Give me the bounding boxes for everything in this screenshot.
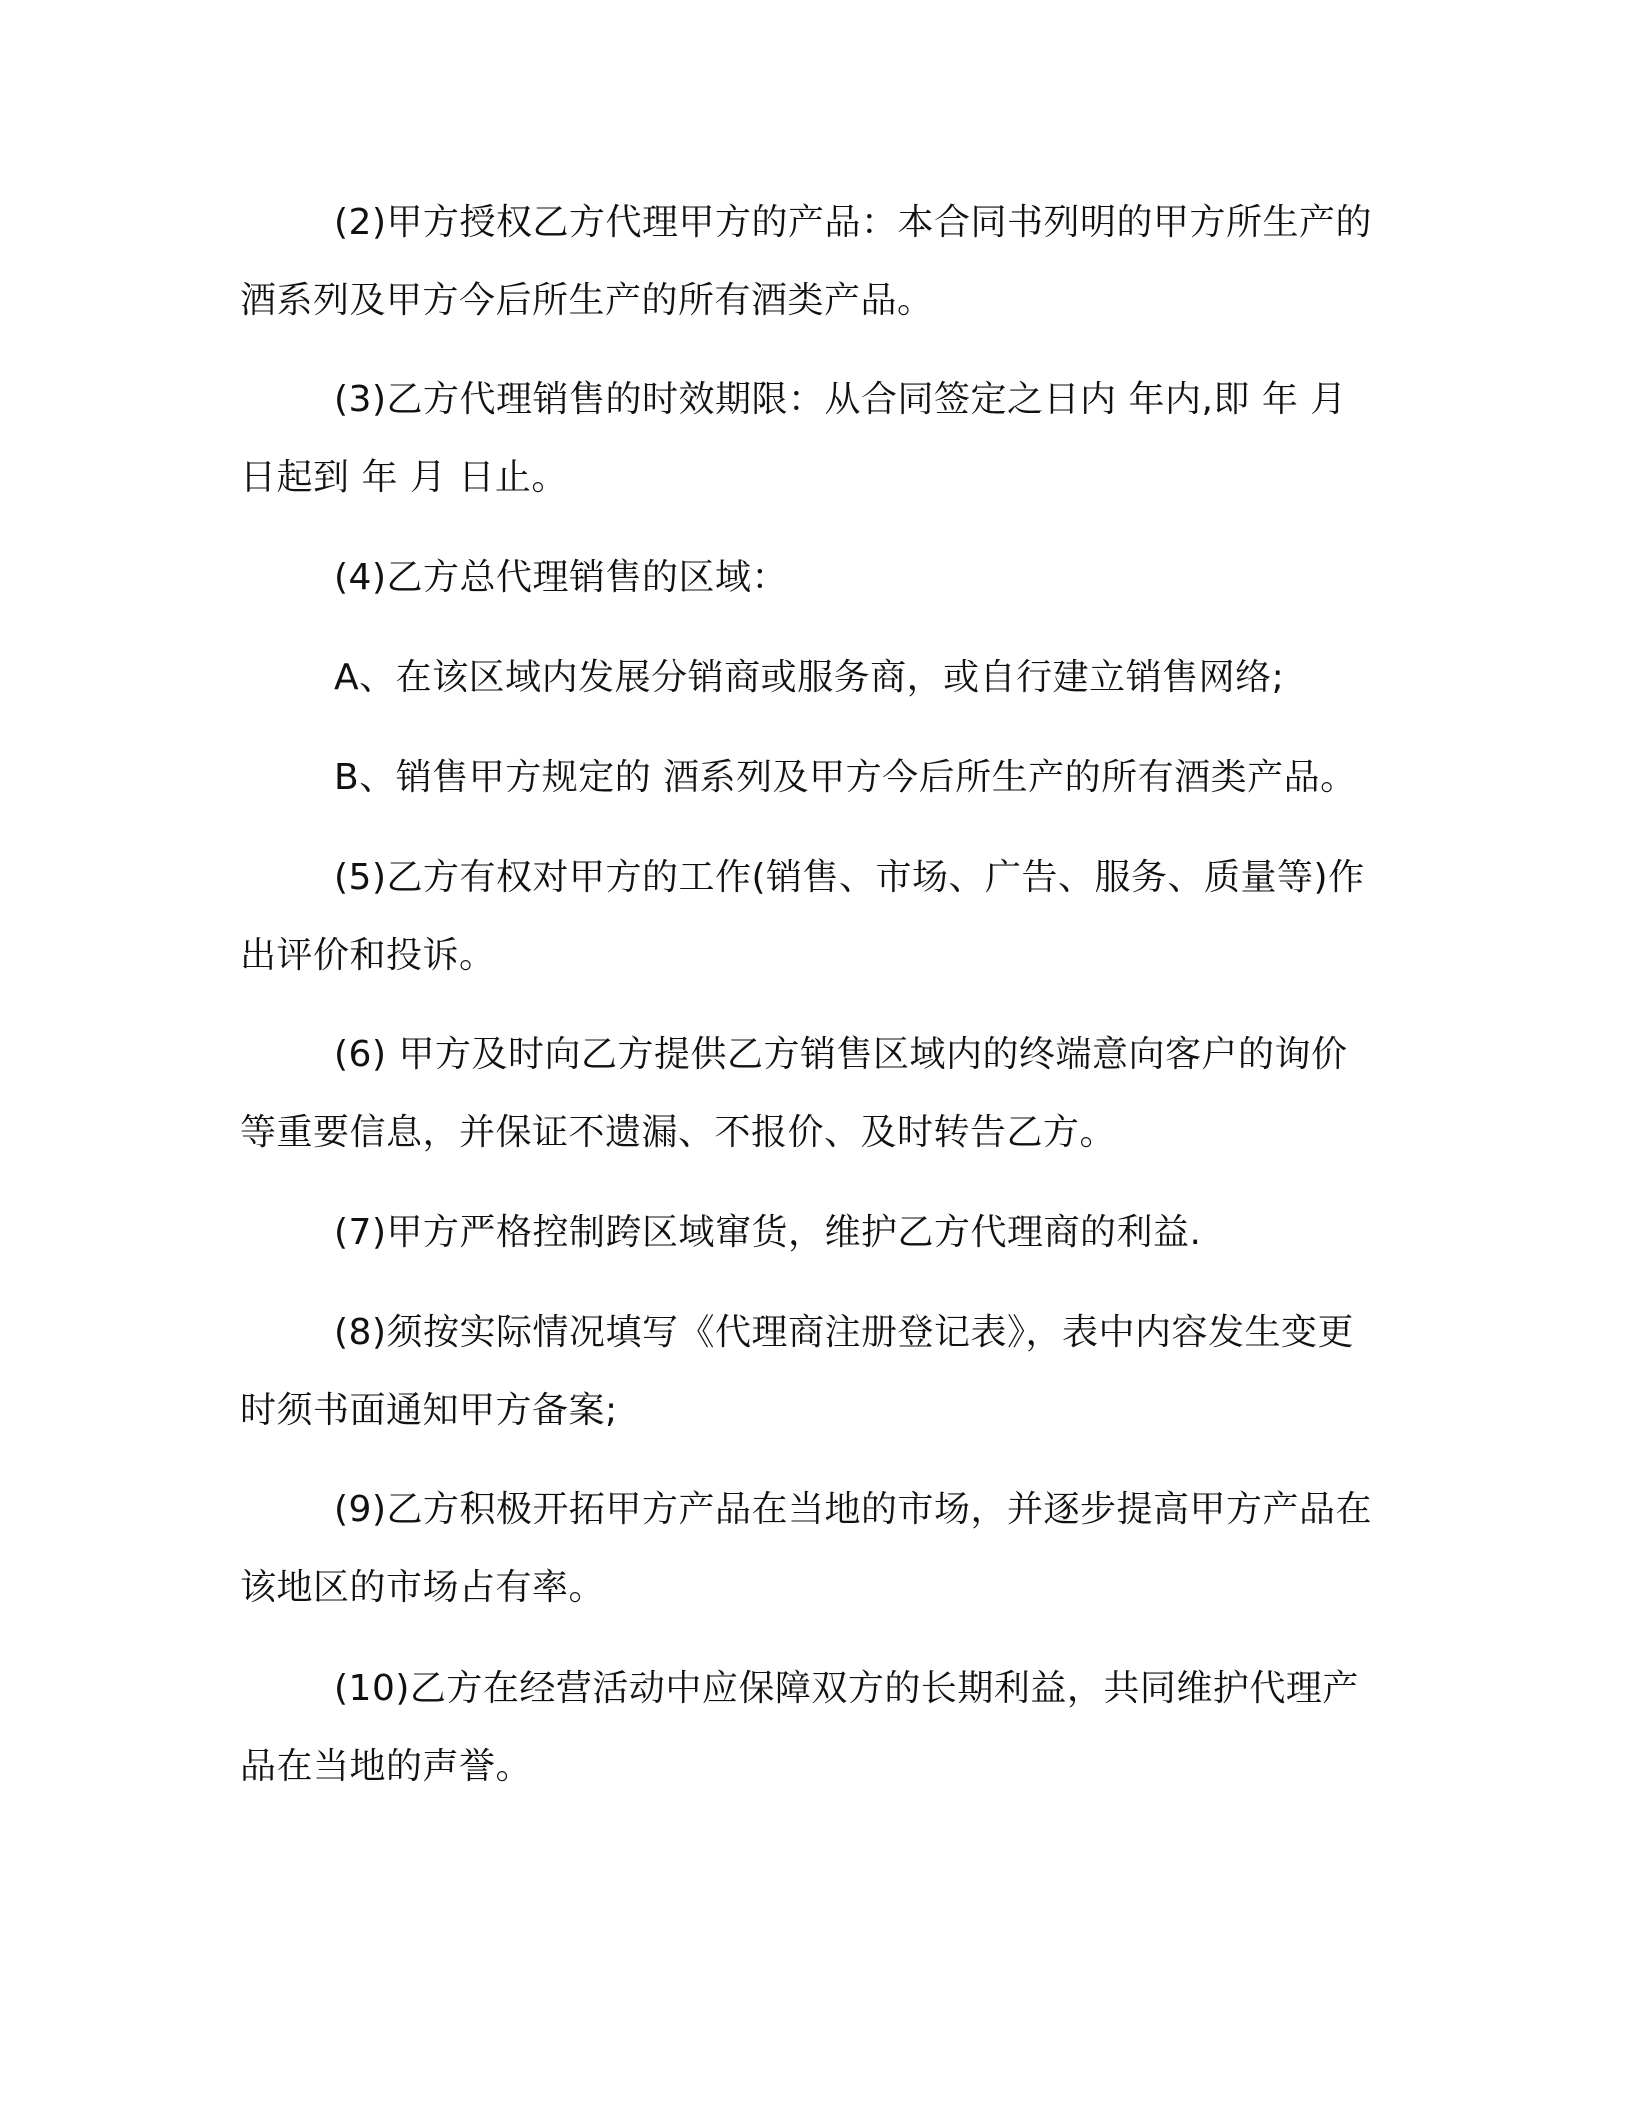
clause-3-line-1: (3)乙方代理销售的时效期限：从合同签定之日内 年内,即 年 月 <box>334 379 1347 420</box>
clause-9-line-1: (9)乙方积极开拓甲方产品在当地的市场，并逐步提高甲方产品在 <box>334 1489 1372 1530</box>
clause-6-line-1: (6) 甲方及时向乙方提供乙方销售区域内的终端意向客户的询价 <box>334 1034 1348 1075</box>
clause-3-paragraph <box>240 361 1390 517</box>
clause-8-line-2: 时须书面通知甲方备案; <box>240 1390 618 1431</box>
clause-2-line-1: (2)甲方授权乙方代理甲方的产品：本合同书列明的甲方所生产的 <box>334 202 1372 243</box>
clause-5-line-2: 出评价和投诉。 <box>240 935 496 976</box>
clause-4-line-1: (4)乙方总代理销售的区域： <box>334 557 788 598</box>
clause-2-paragraph <box>240 184 1390 340</box>
clause-10-paragraph <box>240 1650 1390 1806</box>
clause-4a-line-1: A、在该区域内发展分销商或服务商，或自行建立销售网络; <box>334 657 1285 698</box>
clause-2-line-2: 酒系列及甲方今后所生产的所有酒类产品。 <box>240 280 934 321</box>
clause-9-line-2: 该地区的市场占有率。 <box>240 1567 606 1608</box>
clause-6-line-2: 等重要信息，并保证不遗漏、不报价、及时转告乙方。 <box>240 1112 1117 1153</box>
clause-10-line-2: 品在当地的声誉。 <box>240 1746 533 1787</box>
clause-4a-paragraph <box>240 639 1390 717</box>
clause-5-line-1: (5)乙方有权对甲方的工作(销售、市场、广告、服务、质量等)作 <box>334 857 1365 898</box>
clause-7-paragraph <box>240 1194 1390 1272</box>
clause-4b-line-1: B、销售甲方规定的 酒系列及甲方今后所生产的所有酒类产品。 <box>334 757 1357 798</box>
clause-6-paragraph <box>240 1016 1390 1172</box>
clause-5-paragraph <box>240 839 1390 995</box>
clause-7-line-1: (7)甲方严格控制跨区域窜货，维护乙方代理商的利益. <box>334 1212 1202 1253</box>
clause-8-line-1: (8)须按实际情况填写《代理商注册登记表》，表中内容发生变更 <box>334 1312 1354 1353</box>
clause-3-line-2: 日起到 年 月 日止。 <box>240 457 568 498</box>
clause-4-paragraph <box>240 539 1390 617</box>
clause-9-paragraph <box>240 1471 1390 1627</box>
clause-4b-paragraph <box>240 739 1390 817</box>
clause-10-line-1: (10)乙方在经营活动中应保障双方的长期利益，共同维护代理产 <box>334 1668 1359 1709</box>
clause-8-paragraph <box>240 1294 1390 1450</box>
